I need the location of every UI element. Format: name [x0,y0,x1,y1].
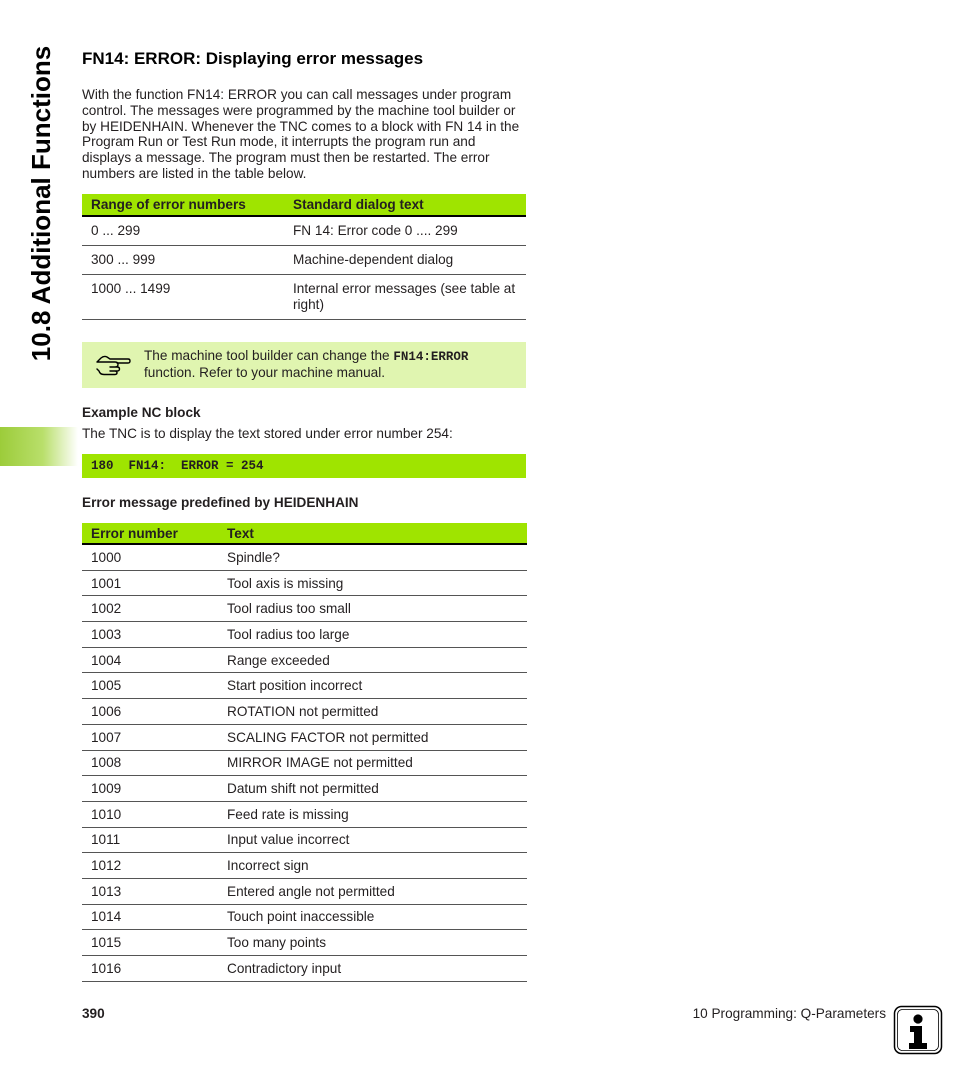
table-row [82,246,526,275]
table-row [82,878,527,904]
table-row [82,596,527,622]
range-cell: 300 ... 999 [82,246,284,275]
error-number-cell: 1004 [82,647,218,673]
error-range-table [82,194,526,320]
example-text: The TNC is to display the text stored under error number 254: [82,426,453,441]
error-text-cell: Range exceeded [218,647,527,673]
table-row [82,956,527,982]
error-text-cell: Incorrect sign [218,853,527,879]
dialog-text-cell: Machine-dependent dialog [284,246,526,275]
section-heading: FN14: ERROR: Displaying error messages [82,49,424,68]
error-number-cell: 1012 [82,853,218,879]
error-number-cell: 1006 [82,699,218,725]
table-row [82,930,527,956]
chapter-footer: 10 Programming: Q-Parameters [692,1006,886,1021]
table-row [82,904,527,930]
chapter-tab-marker [0,427,78,466]
error-number-cell: 1003 [82,622,218,648]
example-heading: Example NC block [82,405,201,420]
table-row [82,801,527,827]
column-header: Standard dialog text [284,194,526,216]
predefined-errors-table [82,523,527,982]
error-number-cell: 1015 [82,930,218,956]
machine-note-box [82,342,526,388]
error-number-cell: 1000 [82,544,218,570]
table-row [82,750,527,776]
note-text: The machine tool builder can change the FN14:ERROR function. Refer to your machine manual. [144,348,469,380]
intro-paragraph: With the function FN14: ERROR you can call messages under program control. The messages were programmed by the machine tool builder or by HEIDENHAIN. Whenever the TNC comes to a block with FN 14 in the Program Run or Test Run mode, it interrupts the program run and displays a message. The program must then be restarted. The error numbers are listed in the table below. [82,87,520,181]
error-number-cell: 1009 [82,776,218,802]
table-header-row [82,194,526,216]
table-row [82,776,527,802]
chapter-side-title: 10.8 Additional Functions [26,45,57,361]
table-row [82,544,527,570]
column-header: Text [218,523,527,544]
error-text-cell: SCALING FACTOR not permitted [218,724,527,750]
error-number-cell: 1013 [82,878,218,904]
table-row [82,647,527,673]
range-cell: 1000 ... 1499 [82,275,284,320]
pointing-hand-icon [82,342,144,388]
error-number-cell: 1016 [82,956,218,982]
error-text-cell: MIRROR IMAGE not permitted [218,750,527,776]
error-text-cell: Contradictory input [218,956,527,982]
error-text-cell: Spindle? [218,544,527,570]
table-row [82,724,527,750]
range-cell: 0 ... 299 [82,216,284,246]
table-row [82,673,527,699]
error-text-cell: ROTATION not permitted [218,699,527,725]
info-icon [893,1005,943,1055]
note-code: FN14:ERROR [393,350,469,364]
error-text-cell: Touch point inaccessible [218,904,527,930]
table-row [82,275,526,320]
error-text-cell: Entered angle not permitted [218,878,527,904]
table-row [82,827,527,853]
dialog-text-cell: Internal error messages (see table at right) [284,275,526,320]
error-text-cell: Tool radius too large [218,622,527,648]
table-header-row [82,523,527,544]
predefined-errors-heading: Error message predefined by HEIDENHAIN [82,495,359,510]
error-text-cell: Too many points [218,930,527,956]
table-row [82,699,527,725]
error-number-cell: 1014 [82,904,218,930]
column-header: Range of error numbers [82,194,284,216]
error-text-cell: Datum shift not permitted [218,776,527,802]
table-row [82,622,527,648]
error-text-cell: Tool radius too small [218,596,527,622]
error-number-cell: 1005 [82,673,218,699]
error-number-cell: 1007 [82,724,218,750]
column-header: Error number [82,523,218,544]
error-number-cell: 1002 [82,596,218,622]
error-text-cell: Feed rate is missing [218,801,527,827]
table-row [82,570,527,596]
error-number-cell: 1001 [82,570,218,596]
dialog-text-cell: FN 14: Error code 0 .... 299 [284,216,526,246]
table-row [82,216,526,246]
error-text-cell: Input value incorrect [218,827,527,853]
table-row [82,853,527,879]
error-text-cell: Tool axis is missing [218,570,527,596]
nc-code-block: 180 FN14: ERROR = 254 [82,454,526,478]
error-text-cell: Start position incorrect [218,673,527,699]
page-number: 390 [82,1006,105,1021]
error-number-cell: 1010 [82,801,218,827]
error-number-cell: 1008 [82,750,218,776]
error-number-cell: 1011 [82,827,218,853]
